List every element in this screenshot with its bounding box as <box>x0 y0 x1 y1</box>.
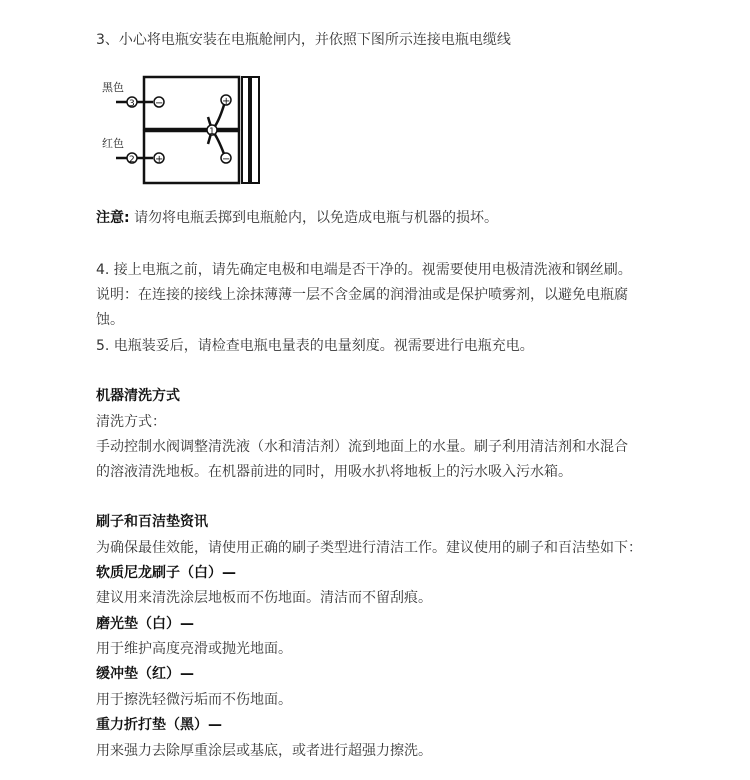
step-4-text: 4. 接上电瓶之前，请先确定电极和电端是否干净的。视需要使用电极清洗液和钢丝刷。 <box>96 262 632 278</box>
battery-wiring-svg <box>98 72 268 190</box>
brush-item-desc: 用来强力去除厚重涂层或基底，或者进行超强力擦洗。 <box>96 743 432 759</box>
brush-item-title: 缓冲垫（红）— <box>96 666 194 682</box>
step-5-text: 5. 电瓶装妥后，请检查电瓶电量表的电量刻度。视需要进行电瓶充电。 <box>96 338 534 354</box>
brush-intro: 为确保最佳效能，请使用正确的刷子类型进行清洁工作。建议使用的刷子和百洁垫如下： <box>96 540 642 556</box>
top-left-minus: − <box>155 98 164 109</box>
wash-paragraph-1: 手动控制水阀调整清洗液（水和清洁剂）流到地面上的水量。刷子利用清洁剂和水混合 <box>96 439 628 455</box>
wash-subheading: 清洗方式： <box>96 414 166 430</box>
wash-paragraph-2: 的溶液清洗地板。在机器前进的同时，用吸水扒将地板上的污水吸入污水箱。 <box>96 464 572 480</box>
compartment-bar-2 <box>251 77 259 183</box>
brush-item-desc: 建议用来清洗涂层地板而不伤地面。清洁而不留刮痕。 <box>96 590 432 606</box>
black-label: 黑色 <box>102 81 124 94</box>
brush-item-desc: 用于维护高度亮滑或抛光地面。 <box>96 641 292 657</box>
compartment-bar-1 <box>242 77 249 183</box>
bottom-right-minus: − <box>222 154 231 165</box>
brush-item-title: 磨光垫（白）— <box>96 616 194 632</box>
brush-item-desc: 用于擦洗轻微污垢而不伤地面。 <box>96 692 292 708</box>
bottom-left-plus: + <box>155 154 164 165</box>
marker-1-num: 1 <box>209 127 215 137</box>
explain-line-1: 说明：在连接的接线上涂抹薄薄一层不含金属的润滑油或是保护喷雾剂，以避免电瓶腐 <box>96 287 628 303</box>
note-label: 注意: <box>96 210 130 226</box>
red-label: 红色 <box>102 137 124 150</box>
brush-item-title: 重力折打垫（黑）— <box>96 717 222 733</box>
brush-heading: 刷子和百洁垫资讯 <box>96 514 208 530</box>
explain-line-2: 蚀。 <box>96 312 124 328</box>
note-text: 请勿将电瓶丢掷到电瓶舱内，以免造成电瓶与机器的损坏。 <box>134 210 499 226</box>
battery-wiring-diagram <box>98 72 268 190</box>
note-line <box>96 208 498 228</box>
marker-3-num: 3 <box>129 99 135 109</box>
wash-heading: 机器清洗方式 <box>96 388 180 404</box>
marker-2-num: 2 <box>129 155 135 165</box>
top-right-plus: + <box>222 96 231 107</box>
step-3-text: 3、小心将电瓶安装在电瓶舱闸内，并依照下图所示连接电瓶电缆线 <box>96 32 511 48</box>
brush-item-title: 软质尼龙刷子（白）— <box>96 565 236 581</box>
